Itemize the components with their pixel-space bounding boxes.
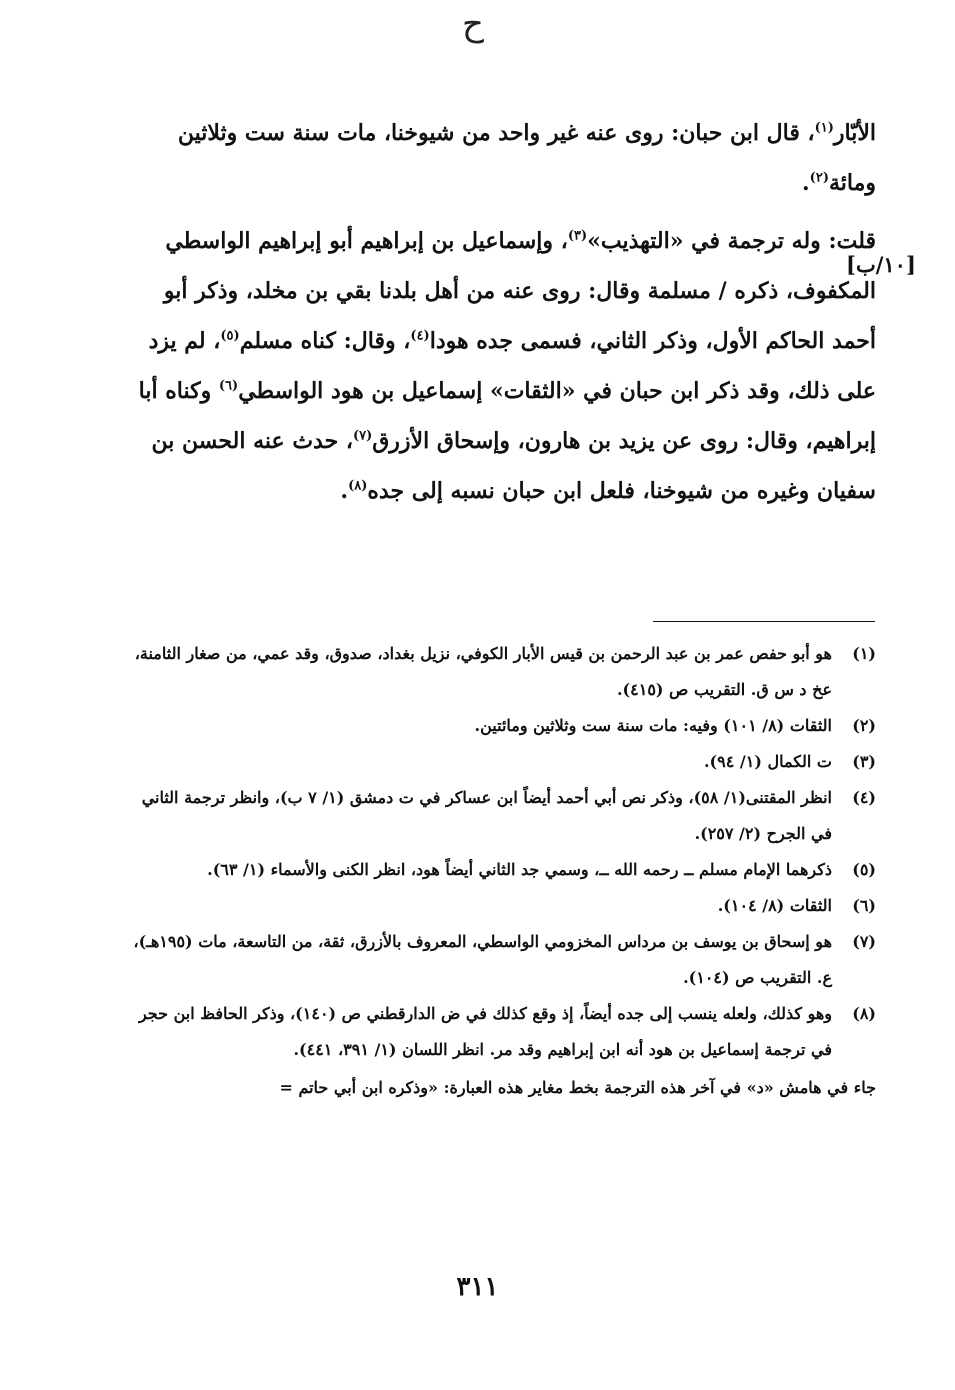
footnote-text: هو أبو حفص عمر بن عبد الرحمن بن قيس الأبار الكوفي، نزيل بغداد، صدوق، وقد عمي، من صغار الثامنة، عخ د س ق. التقريب ص (٤١٥). — [134, 644, 832, 699]
footnote-reference: (٧) — [352, 428, 373, 444]
footnote-reference: (٦) — [218, 378, 239, 394]
footnote-divider — [653, 621, 875, 622]
folio-marker: [١٠/ب] — [846, 252, 916, 277]
footnote-text: ت الكمال (١/ ٩٤). — [703, 752, 832, 771]
footnote — [128, 924, 876, 996]
footnote — [128, 780, 876, 852]
footnote-text: وهو كذلك، ولعله ينسب إلى جده أيضاً، إذ وقع كذلك في ض الدارقطني ص (١٤٠)، وذكر الحافظ ابن حجر في ترجمة إسماعيل بن هود أنه ابن إبراهيم وقد مر. انظر اللسان (١/ ٣٩١، ٤٤١). — [138, 1004, 832, 1059]
text-segment: ، وقال: كناه مسلم — [239, 328, 411, 354]
footnote-reference: (٣) — [567, 228, 588, 244]
footnote-reference: (١) — [814, 120, 834, 136]
footnote-reference: (٨) — [348, 478, 368, 494]
footnote — [128, 708, 876, 744]
footnotes — [128, 636, 876, 1106]
footnote-number: (٣) — [852, 752, 876, 771]
footnote-text: الثقات (٨/ ١٠٤). — [717, 896, 832, 915]
main-text — [128, 108, 876, 516]
footnote-text: الثقات (٨/ ١٠١) وفيه: مات سنة ست وثلاثين ومائتين. — [474, 716, 832, 735]
text-segment: . — [802, 170, 810, 196]
footnote-text: ذكرهما الإمام مسلم ــ رحمه الله ــ، وسمي جد الثاني أيضاً هود، انظر الكنى والأسماء (١/ ٦٣). — [207, 860, 832, 879]
text-segment: وكناه أبا إبراهيم، وقال: روى عن يزيد بن هارون، وإسحاق الأزرق — [138, 378, 876, 454]
footnote-number: (٦) — [852, 896, 876, 915]
footnote-reference: (٤) — [410, 328, 430, 344]
text-segment: . — [340, 478, 349, 504]
footnote-number: (٧) — [852, 932, 876, 951]
footnote-text: انظر المقتنى(١/ ٥٨)، وذكر نص أبي أحمد أيضاً ابن عساكر في ت دمشق (١/ ٧ ب)، وانظر ترجمة الثاني في الجرح (٢/ ٢٥٧). — [141, 788, 832, 843]
footnote — [128, 996, 876, 1068]
footnote-number: (٥) — [852, 860, 876, 879]
margin-note: جاء في هامش «د» في آخر هذه الترجمة بخط مغاير هذه العبارة: «وذكره ابن أبي حاتم = — [279, 1078, 876, 1097]
footnote-number: (٨) — [852, 1004, 876, 1023]
footnote-number: (١) — [852, 644, 876, 663]
footnote — [128, 852, 876, 888]
page-number: ٣١١ — [456, 1272, 499, 1302]
footnote-reference: (٢) — [809, 170, 829, 186]
footnote-number: (٤) — [852, 788, 876, 807]
text-segment: الأبّار — [833, 120, 876, 146]
paragraph-2 — [128, 216, 876, 516]
footnote-text: هو إسحاق بن يوسف بن مرداس المخزومي الواسطي، المعروف بالأزرق، ثقة، من التاسعة، مات (١٩٥هـ)، ع. التقريب ص (١٠٤). — [133, 932, 832, 987]
footnote-number: (٢) — [852, 716, 876, 735]
text-segment: ، حدث عنه الحسن بن سفيان وغيره من شيوخنا، فلعل ابن حبان نسبه إلى جده — [151, 428, 876, 504]
footnote-reference: (٥) — [220, 328, 240, 344]
footnote — [128, 888, 876, 924]
text-segment: ، وإسماعيل بن إبراهيم أبو إبراهيم الواسطي المكفوف، ذكره / مسلمة وقال: روى عنه من أهل بلدنا بقي بن مخلد، وذكر أبو أحمد الحاكم الأول، وذكر الثاني، فسمى جده هودا — [163, 228, 876, 354]
corner-mark: ح — [462, 4, 484, 44]
text-segment: قلت: وله ترجمة في «التهذيب» — [587, 228, 876, 254]
text-segment: ، قال ابن حبان: روى عنه غير واحد من شيوخنا، مات سنة ست وثلاثين ومائة — [177, 120, 876, 196]
paragraph-1 — [128, 108, 876, 208]
text-segment: ، لم يزد على ذلك، وقد ذكر ابن حبان في «الثقات» إسماعيل بن هود الواسطي — [148, 328, 876, 404]
footnote — [128, 744, 876, 780]
footnote — [128, 636, 876, 708]
